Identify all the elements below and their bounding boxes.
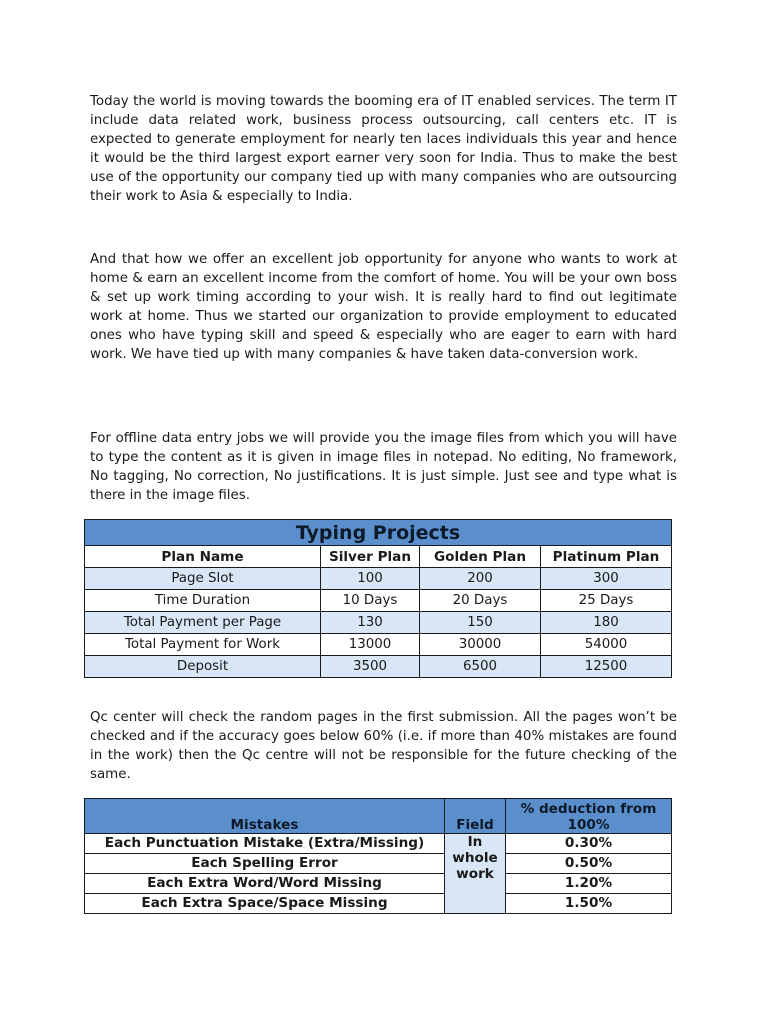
field-note: In whole work <box>445 834 506 914</box>
table-cell: Deposit <box>85 656 321 678</box>
table-row <box>85 634 672 656</box>
table-cell: 54000 <box>541 634 672 656</box>
offer-paragraph: And that how we offer an excellent job opportunity for anyone who wants to work at home & earn an excellent income from the comfort of home. You will be your own boss & set up work timing according to your wish. It is really hard to find out legitimate work at home. Thus we started our organization to provide employment to educated ones who have typing skill and speed & especially who are eager to earn with hard work. We have tied up with many companies & have taken data-conversion work. <box>90 252 677 363</box>
table-header-row <box>85 799 672 834</box>
table-cell: Each Extra Word/Word Missing <box>85 874 445 894</box>
table-row <box>85 612 672 634</box>
table-cell: 1.20% <box>506 874 672 894</box>
table-cell: 150 <box>420 612 541 634</box>
table-row <box>85 834 672 854</box>
intro-paragraph: Today the world is moving towards the booming era of IT enabled services. The term IT include data related work, business process outsourcing, call centers etc. IT is expected to generate employment for nearly ten laces individuals this year and hence it would be the third largest export earner very soon for India. Thus to make the best use of the opportunity our company tied up with many companies who are outsourcing their work to Asia & especially to India. <box>90 94 677 205</box>
table-cell: Time Duration <box>85 590 321 612</box>
table-cell: Each Spelling Error <box>85 854 445 874</box>
table-cell: 100 <box>321 568 420 590</box>
table-cell: 0.30% <box>506 834 672 854</box>
typing-projects-table <box>84 519 672 678</box>
table-header-row <box>85 546 672 568</box>
column-header: Mistakes <box>85 799 445 834</box>
column-header: % deduction from 100% <box>506 799 672 834</box>
table-cell: 130 <box>321 612 420 634</box>
table-cell: Page Slot <box>85 568 321 590</box>
table-row <box>85 590 672 612</box>
table-cell: 25 Days <box>541 590 672 612</box>
qc-paragraph: Qc center will check the random pages in the first submission. All the pages won’t be checked and if the accuracy goes below 60% (i.e. if more than 40% mistakes are found in the work) then the Qc centre will not be responsible for the future checking of the same. <box>90 710 677 783</box>
table-cell: 1.50% <box>506 894 672 914</box>
table-cell: 6500 <box>420 656 541 678</box>
table-row <box>85 656 672 678</box>
table-cell: Each Extra Space/Space Missing <box>85 894 445 914</box>
table-cell: 30000 <box>420 634 541 656</box>
column-header: Golden Plan <box>420 546 541 568</box>
table-cell: 10 Days <box>321 590 420 612</box>
table-cell: Total Payment per Page <box>85 612 321 634</box>
table-cell: 180 <box>541 612 672 634</box>
table-cell: 13000 <box>321 634 420 656</box>
table-cell: 0.50% <box>506 854 672 874</box>
table-cell: Each Punctuation Mistake (Extra/Missing) <box>85 834 445 854</box>
mistakes-table <box>84 798 672 914</box>
table-row <box>85 568 672 590</box>
table-row <box>85 894 672 914</box>
table-cell: 300 <box>541 568 672 590</box>
offline-paragraph: For offline data entry jobs we will provide you the image files from which you will have to type the content as it is given in image files in notepad. No editing, No framework, No tagging, No correction, No justifications. It is just simple. Just see and type what is there in the image files. <box>90 431 677 504</box>
column-header: Silver Plan <box>321 546 420 568</box>
table-cell: 3500 <box>321 656 420 678</box>
table-row <box>85 854 672 874</box>
table-cell: 20 Days <box>420 590 541 612</box>
column-header: Plan Name <box>85 546 321 568</box>
table-cell: Total Payment for Work <box>85 634 321 656</box>
column-header: Field <box>445 799 506 834</box>
column-header: Platinum Plan <box>541 546 672 568</box>
table-row <box>85 874 672 894</box>
typing-projects-title: Typing Projects <box>85 520 672 546</box>
table-cell: 12500 <box>541 656 672 678</box>
table-cell: 200 <box>420 568 541 590</box>
